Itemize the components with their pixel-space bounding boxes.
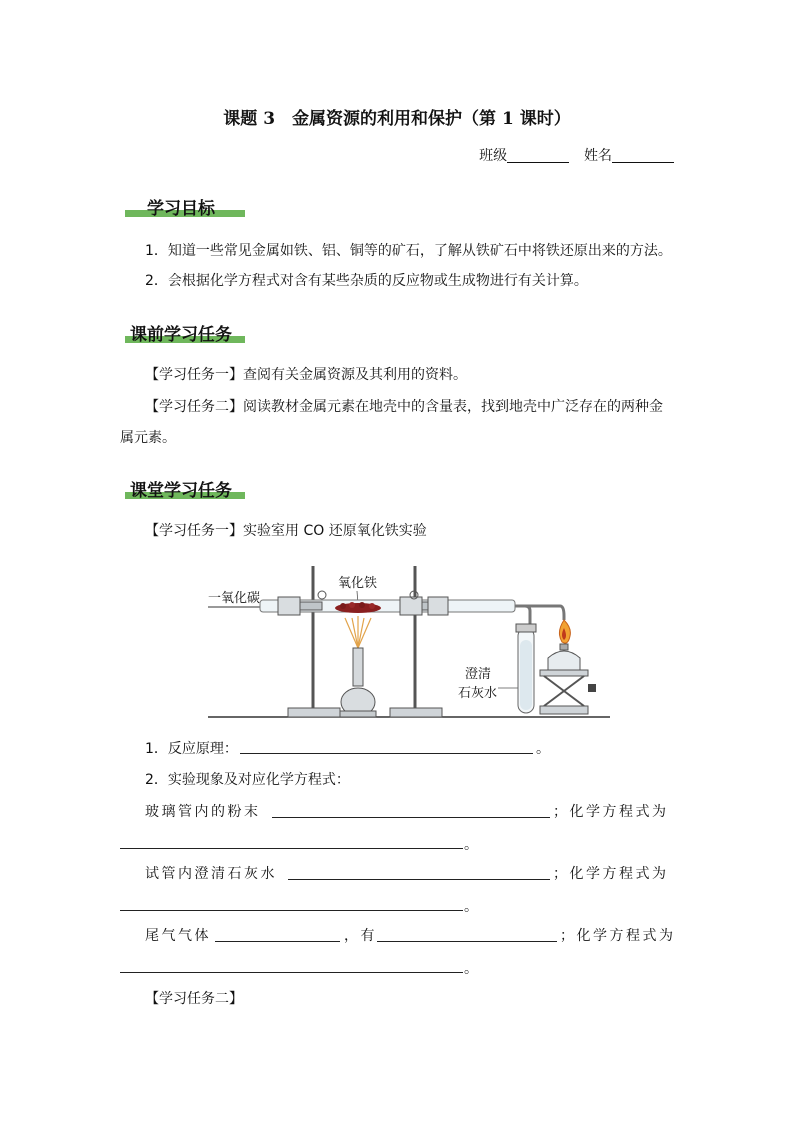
answer-line-row2-equation[interactable] <box>120 909 463 911</box>
row3-mid-label: ，有 <box>344 928 377 944</box>
preclass-task-2-cont: 属元素。 <box>120 430 176 446</box>
answer-line-row3-phenomenon[interactable] <box>377 940 557 942</box>
class-blank[interactable] <box>507 148 569 163</box>
page-title: 课题 3 金属资源的利用和保护（第 1 课时） <box>223 109 571 129</box>
answer-line-row1-equation[interactable] <box>120 847 463 849</box>
answer-line-row3-gas[interactable] <box>215 940 340 942</box>
row1-period: 。 <box>464 837 478 853</box>
question-1-label: 1．反应原理： <box>145 741 238 757</box>
inclass-heading: 课堂学习任务 <box>130 481 232 501</box>
goal-item-1: 1．知道一些常见金属如铁、铝、铜等的矿石，了解从铁矿石中将铁还原出来的方法。 <box>145 243 672 259</box>
question-2-label: 2．实验现象及对应化学方程式： <box>145 772 350 788</box>
limewater-label-1: 澄清 <box>465 667 492 682</box>
preclass-heading: 课前学习任务 <box>130 325 232 345</box>
row3-period: 。 <box>464 961 478 977</box>
question-1-end: 。 <box>536 741 550 757</box>
preclass-task-2: 【学习任务二】阅读教材金属元素在地壳中的含量表，找到地壳中广泛存在的两种金 <box>145 399 663 415</box>
goals-heading: 学习目标 <box>147 199 215 219</box>
name-blank[interactable] <box>612 148 674 163</box>
row2-equation-label: ；化学方程式为 <box>553 866 669 882</box>
name-label: 姓名 <box>584 148 612 164</box>
class-name-line <box>479 145 674 165</box>
preclass-task-1: 【学习任务一】查阅有关金属资源及其利用的资料。 <box>145 367 467 383</box>
class-label: 班级 <box>479 148 508 164</box>
co-label: 一氧化碳 <box>208 591 261 606</box>
inclass-task-1: 【学习任务一】实验室用 CO 还原氧化铁实验 <box>145 523 427 539</box>
row2-label: 试管内澄清石灰水 <box>145 866 277 882</box>
inclass-task-2: 【学习任务二】 <box>145 991 243 1007</box>
row3-label: 尾气气体 <box>145 928 211 944</box>
goal-item-2: 2．会根据化学方程式对含有某些杂质的反应物或生成物进行有关计算。 <box>145 273 588 289</box>
row1-equation-label: ；化学方程式为 <box>553 804 669 820</box>
row3-equation-label: ；化学方程式为 <box>560 928 676 944</box>
answer-line-reaction-principle[interactable] <box>240 752 533 754</box>
iron-oxide-label: 氧化铁 <box>338 576 378 591</box>
row2-period: 。 <box>464 899 478 915</box>
answer-line-row3-equation[interactable] <box>120 971 463 973</box>
row1-label: 玻璃管内的粉末 <box>145 804 261 820</box>
limewater-label-2: 石灰水 <box>458 686 498 701</box>
co-reduction-apparatus-figure <box>200 560 620 725</box>
answer-line-row2-phenomenon[interactable] <box>288 878 550 880</box>
answer-line-row1-phenomenon[interactable] <box>272 816 550 818</box>
